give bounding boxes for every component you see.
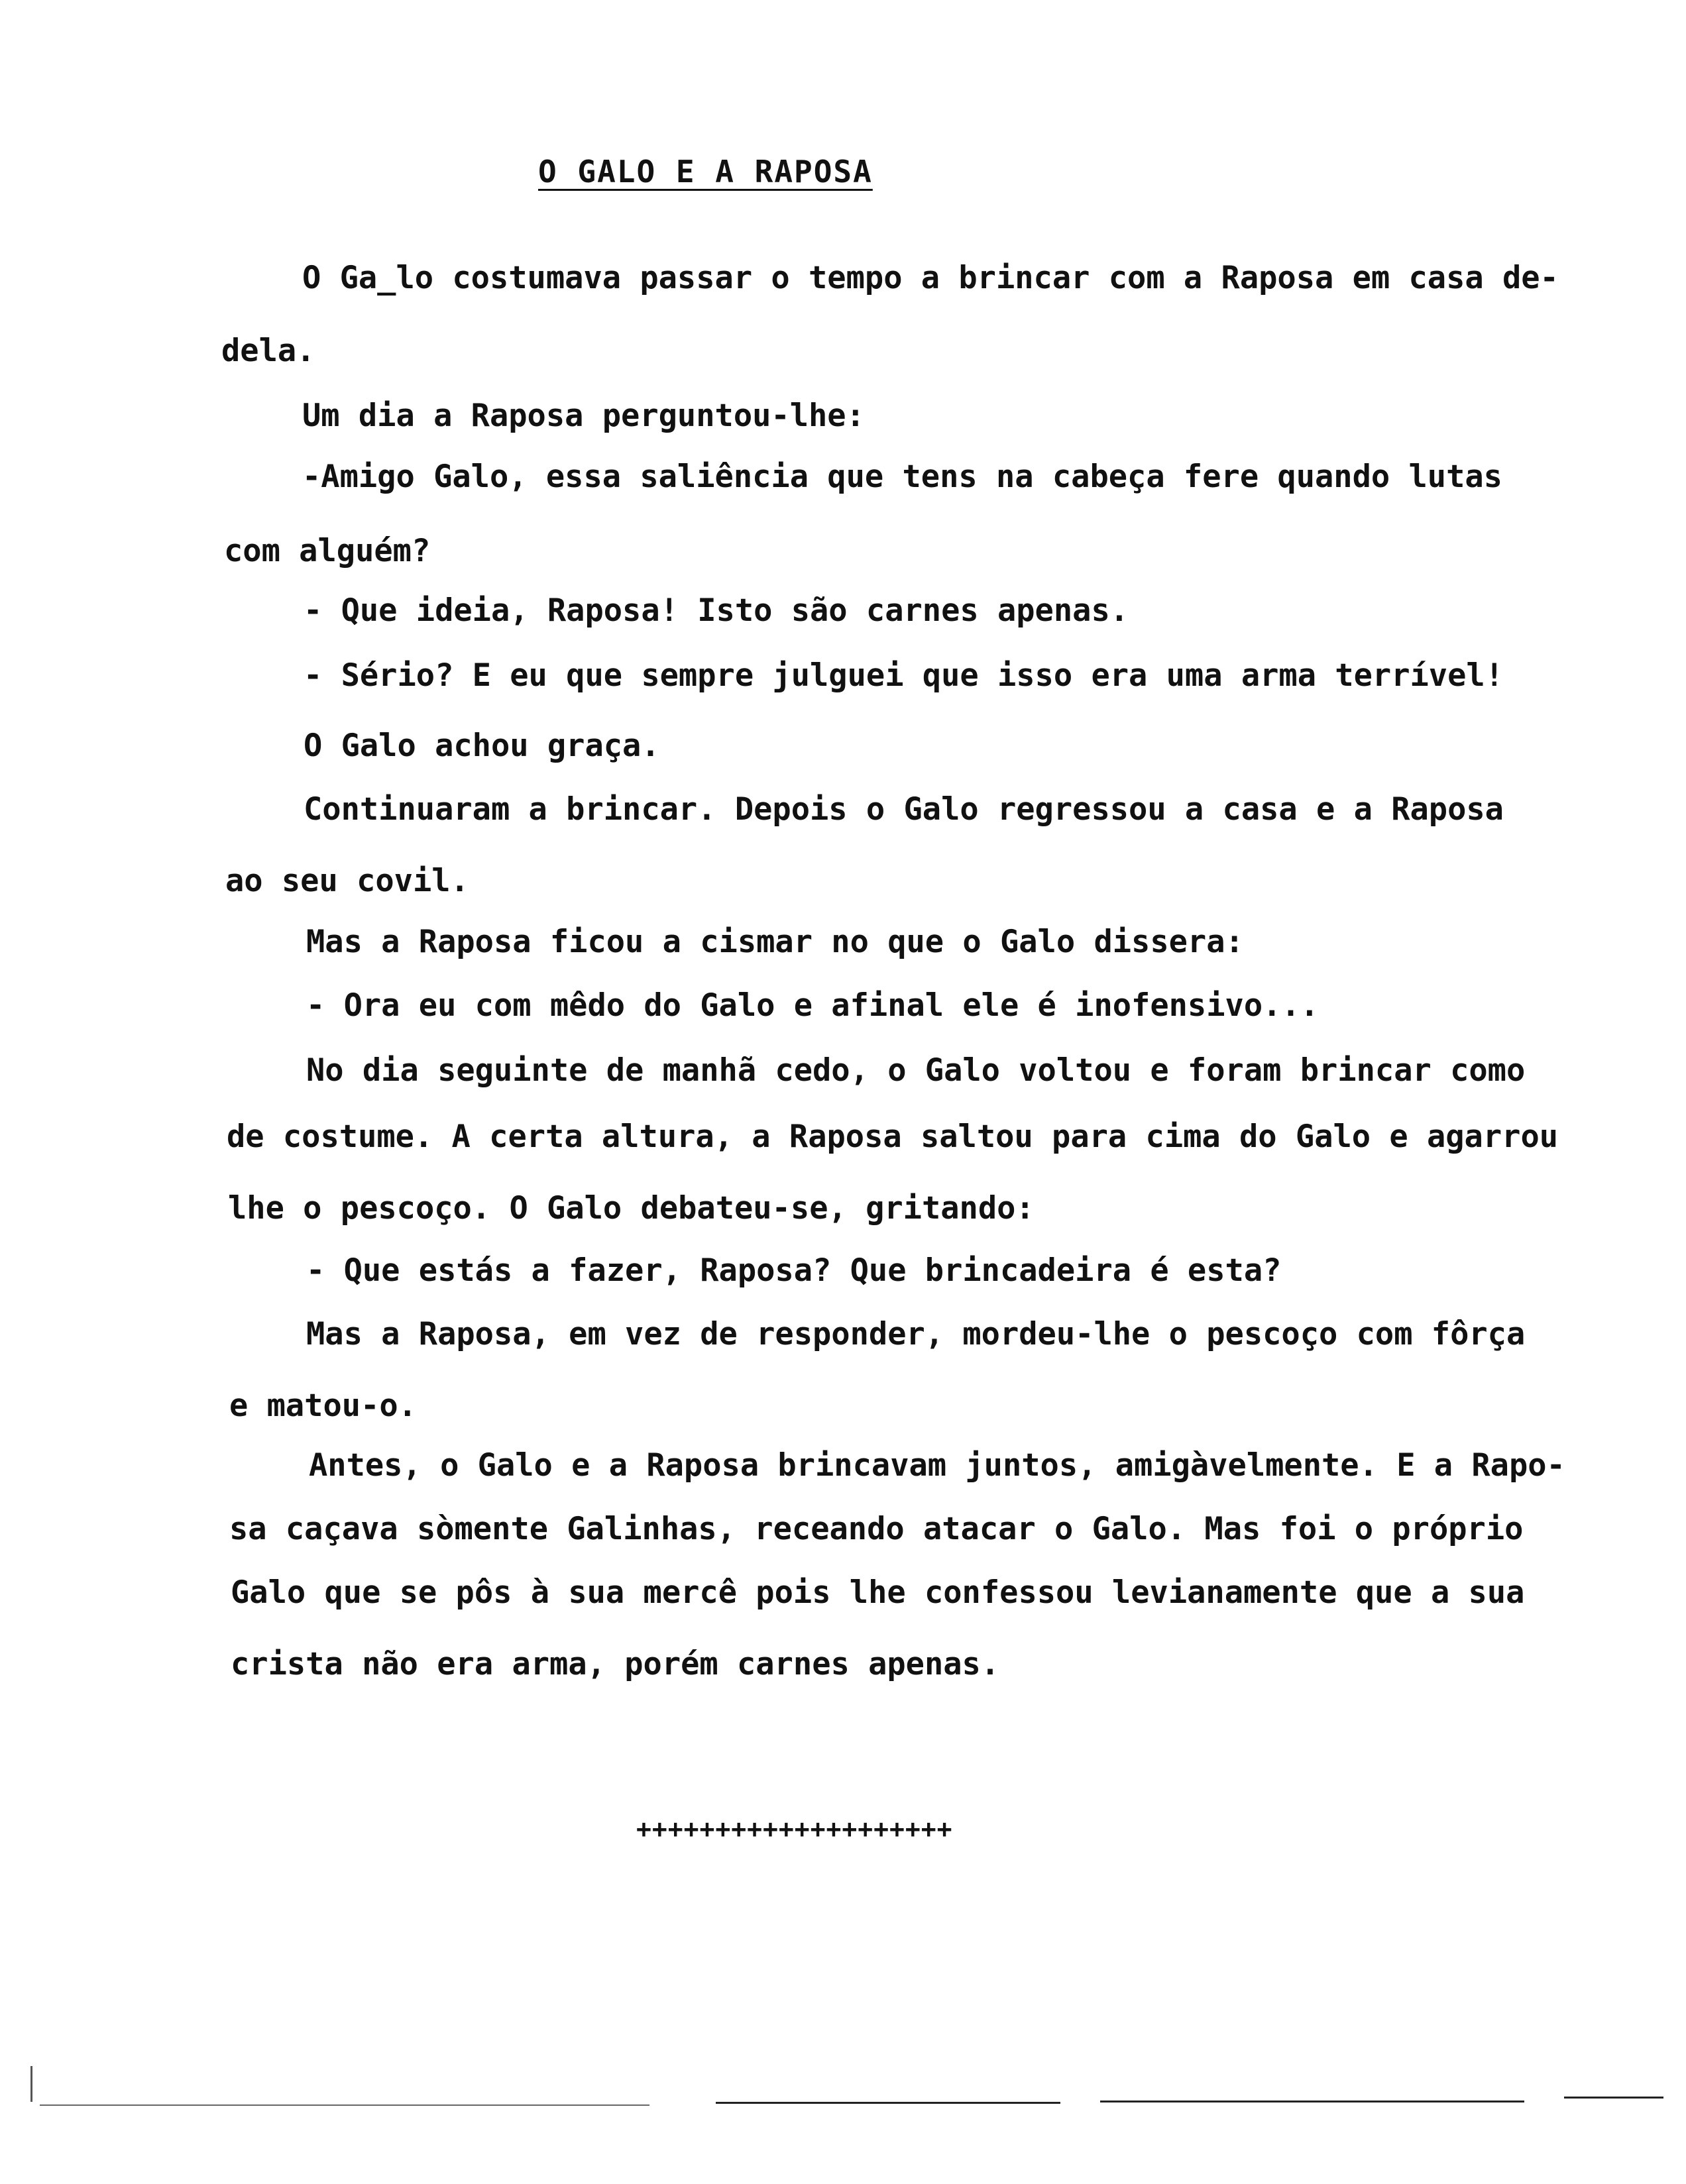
text-line: - Que ideia, Raposa! Isto são carnes apenas. <box>304 592 1129 629</box>
text-line: - Que estás a fazer, Raposa? Que brincadeira é esta? <box>306 1252 1282 1289</box>
scan-edge-mark <box>30 2066 32 2102</box>
text-line: Mas a Raposa, em vez de responder, mordeu-lhe o pescoço com fôrça <box>306 1316 1526 1352</box>
scan-edge-rule <box>716 2102 1060 2104</box>
text-line: de costume. A certa altura, a Raposa saltou para cima do Galo e agarrou <box>227 1119 1559 1155</box>
text-line: dela. <box>221 333 315 369</box>
end-separator: ++++++++++++++++++++ <box>636 1814 953 1843</box>
text-line: -Amigo Galo, essa saliência que tens na cabeça fere quando lutas <box>302 459 1502 495</box>
text-line: Um dia a Raposa perguntou-lhe: <box>302 398 865 434</box>
text-line: crista não era arma, porém carnes apenas. <box>231 1646 1000 1682</box>
text-line: Continuaram a brincar. Depois o Galo regressou a casa e a Raposa <box>304 791 1504 828</box>
text-line: com alguém? <box>224 533 431 569</box>
text-line: Antes, o Galo e a Raposa brincavam juntos, amigàvelmente. E a Rapo- <box>309 1447 1565 1484</box>
text-line: sa caçava sòmente Galinhas, receando atacar o Galo. Mas foi o próprio <box>229 1511 1524 1547</box>
scan-edge-rule <box>1100 2101 1524 2102</box>
text-line: e matou-o. <box>229 1388 417 1424</box>
scan-edge-rule <box>1564 2097 1663 2099</box>
text-line: No dia seguinte de manhã cedo, o Galo voltou e foram brincar como <box>306 1052 1526 1089</box>
text-line: Mas a Raposa ficou a cismar no que o Galo dissera: <box>306 924 1244 960</box>
document-title: O GALO E A RAPOSA <box>538 154 873 190</box>
text-line: O Ga_lo costumava passar o tempo a brincar com a Raposa em casa de- <box>302 260 1559 296</box>
text-line: O Galo achou graça. <box>304 728 660 764</box>
scan-edge-rule <box>40 2104 649 2106</box>
text-line: ao seu covil. <box>225 863 469 899</box>
text-line: - Ora eu com mêdo do Galo e afinal ele é inofensivo... <box>306 987 1320 1024</box>
text-line: lhe o pescoço. O Galo debateu-se, gritando: <box>228 1190 1035 1227</box>
text-line: Galo que se pôs à sua mercê pois lhe confessou levianamente que a sua <box>231 1574 1525 1611</box>
text-line: - Sério? E eu que sempre julguei que isso era uma arma terrível! <box>304 657 1504 694</box>
